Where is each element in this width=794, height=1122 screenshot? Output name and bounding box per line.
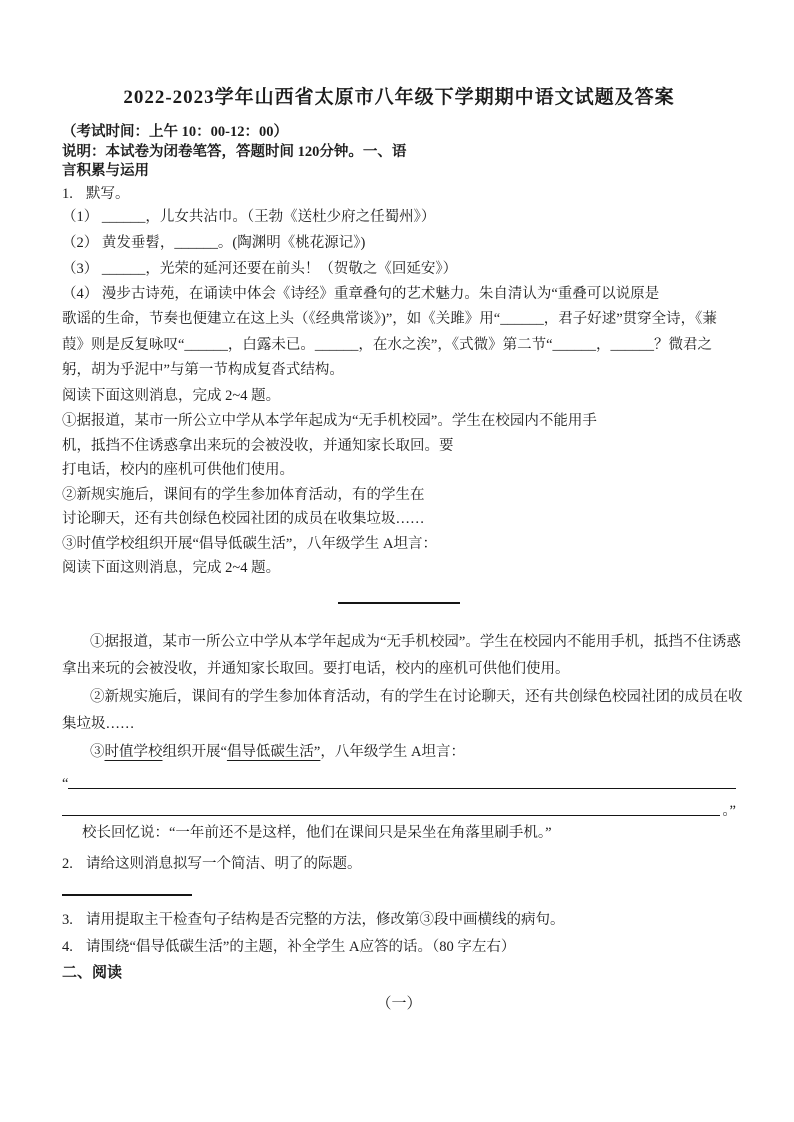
answer-line-question-2 [62, 894, 192, 896]
question-1-text: 默写。 [86, 185, 130, 202]
principal-quote: 校长回忆说：“一年前还不是这样，他们在课间只是呆坐在角落里刷手机。” [82, 825, 552, 841]
para-3-underlined-phrase-1: 时值学校 [104, 743, 163, 760]
question-3-number: 3. [62, 911, 73, 928]
answer-blank-line-1 [68, 788, 736, 789]
section-2-heading: 二、阅读 [62, 964, 123, 981]
question-2-number: 2. [62, 855, 73, 872]
instructions-line-2: 言积累与运用 [62, 163, 149, 179]
answer-blank-row-2 [62, 793, 736, 820]
message-draft-line-6: ③时值学校组织开展“倡导低碳生活”，八年级学生 A坦言： [62, 535, 437, 552]
para-3-mid-text: 组织开展“ [162, 743, 227, 760]
page-title: 2022-2023学年山西省太原市八年级下学期期中语文试题及答案 [123, 87, 675, 108]
dictation-item-4-line-4: 躬，胡为乎泥中”与第一节构成复沓式结构。 [62, 362, 344, 378]
question-2 [62, 853, 736, 875]
question-4-number: 4. [62, 938, 73, 955]
message-draft-line-1: ①据报道，某市一所公立中学从本学年起成为“无手机校园”。学生在校园内不能用手 [62, 413, 597, 429]
question-1-number: 1. [62, 185, 73, 202]
message-para-1-line-1: ①据报道，某市一所公立中学从本学年起成为“无手机校园”。学生在校园内不能用手机，抵挡不住诱惑 [90, 633, 741, 650]
question-3-text: 请用提取主干检查句子结构是否完整的方法，修改第③段中画横线的病句。 [86, 911, 565, 928]
message-draft-line-7: 阅读下面这则消息，完成 2~4 题。 [62, 560, 281, 576]
section-divider-line [338, 602, 460, 604]
dictation-item-1: （1） ______，儿女共沾巾。（王勃《送杜少府之任蜀州》） [62, 208, 436, 225]
para-3-number: ③ [90, 743, 105, 760]
instructions-line-1: 说明：本试卷为闭卷笔答，答题时间 120分钟。一、语 [62, 143, 407, 160]
dictation-item-2: （2） 黄发垂髫，______。(陶渊明《桃花源记》) [62, 234, 366, 251]
message-draft-line-2: 机，抵挡不住诱惑拿出来玩的会被没收，并通知家长取回。要 [62, 437, 454, 454]
question-4-text: 请围绕“倡导低碳生活”的主题，补全学生 A应答的话。（80 字左右） [86, 938, 516, 955]
question-4 [62, 936, 736, 958]
message-para-1-line-2: 拿出来玩的会被没收，并通知家长取回。要打电话，校内的座机可供他们使用。 [62, 661, 570, 677]
answer-blank-line-2 [62, 815, 720, 816]
question-2-text: 请给这则消息拟写一个简洁、明了的际题。 [86, 855, 362, 872]
message-draft-line-3: 打电话，校内的座机可供他们使用。 [62, 462, 294, 478]
close-quote-mark: 。” [722, 803, 736, 819]
subsection-1-label: （一） [376, 995, 422, 1012]
question-3 [62, 909, 736, 931]
exam-time-line: （考试时间：上午 10：00-12：00） [62, 124, 288, 140]
message-para-2-line-1: ②新规实施后，课间有的学生参加体育活动，有的学生在讨论聊天，还有共创绿色校园社团的成员在收 [90, 688, 743, 705]
answer-blank-row-1 [62, 766, 736, 793]
dictation-item-4-line-1: （4） 漫步古诗苑，在诵读中体会《诗经》重章叠句的艺术魅力。朱自清认为“重叠可以说原是 [62, 285, 660, 302]
message-draft-line-5: 讨论聊天，还有共创绿色校园社团的成员在收集垃圾…… [62, 511, 425, 527]
para-3-post-text: ，八年级学生 A坦言： [320, 743, 465, 760]
para-3-underlined-phrase-2: 倡导低碳生活” [226, 743, 321, 760]
open-quote-mark: “ [62, 776, 69, 792]
dictation-item-4-line-2: 歌谣的生命，节奏也便建立在这上头（《经典常谈》)”，如《关雎》用“______，君子好逑”贯穿全诗，《蒹 [62, 311, 717, 327]
dictation-item-4-line-3: 葭》则是反复咏叹“______，白露未已。______，在水之涘”，《式微》第二节“______，______？微君之 [62, 336, 713, 353]
message-para-3 [62, 739, 736, 767]
message-para-2-line-2: 集垃圾…… [62, 716, 135, 732]
dictation-item-3: （3） ______，光荣的延河还要在前头！（贺敬之《回延安》） [62, 260, 458, 277]
reading-intro: 阅读下面这则消息，完成 2~4 题。 [62, 387, 281, 404]
question-1 [62, 184, 736, 204]
message-draft-line-4: ②新规实施后，课间有的学生参加体育活动，有的学生在 [62, 486, 425, 503]
